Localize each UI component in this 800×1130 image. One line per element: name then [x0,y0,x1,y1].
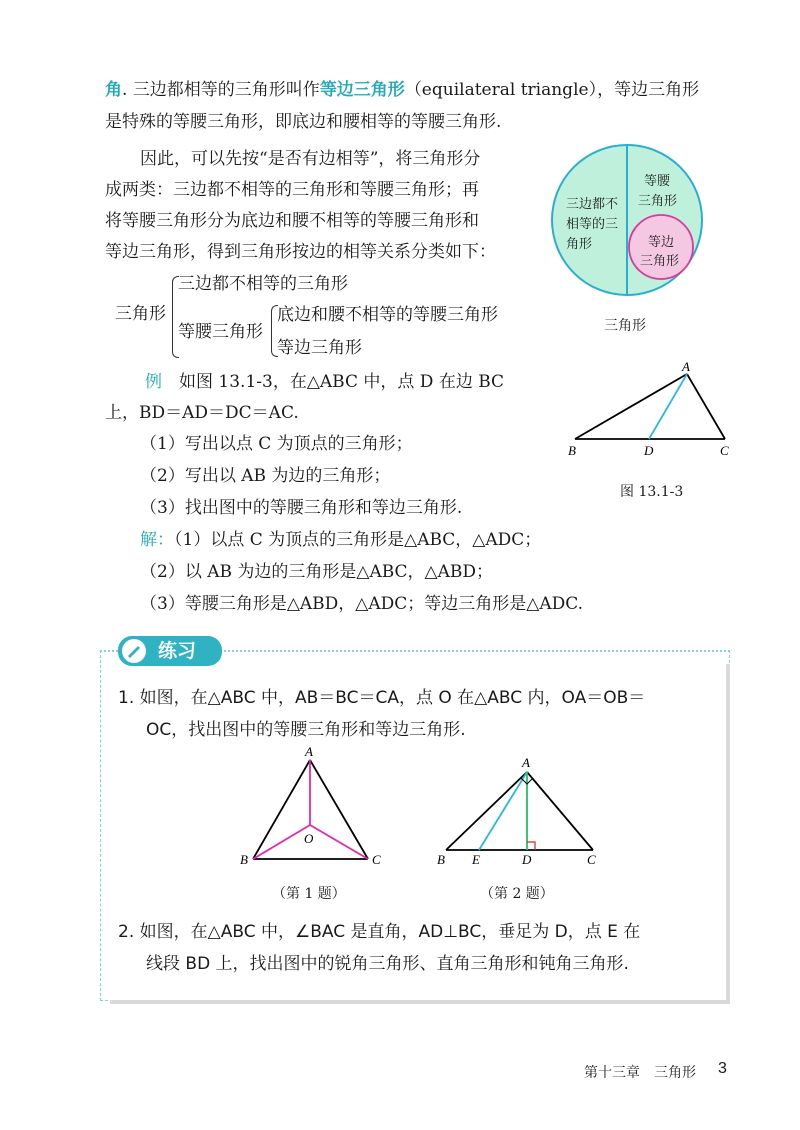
practice-figure-1 [238,742,388,872]
fig2-caption: （第 2 题） [480,886,554,902]
venn-left-3: 角形 [566,237,593,252]
para2-line-3: 将等腰三角形分为底边和腰不相等的等腰三角形和 [105,211,479,231]
fig3-label-a: A [682,360,690,374]
fig3-caption: 图 13.1-3 [620,484,684,500]
venn-iso-1: 等腰 [644,174,671,189]
example-line-1: 例 如图 13.1-3，在△ABC 中，点 D 在边 BC [145,372,505,392]
intro-line-2: 是特殊的等腰三角形，即底边和腰相等的等腰三角形. [105,112,502,132]
example-label: 例 [145,372,162,392]
example-q1: （1）写出以点 C 为顶点的三角形； [140,434,413,454]
fig2-label-d: D [522,852,532,865]
solution-label: 解： [140,530,174,550]
fig3-label-b: B [568,443,576,458]
fig2-label-e: E [472,852,480,865]
fig1-label-b: B [240,852,248,867]
example-line-2: 上，BD＝AD＝DC＝AC. [105,403,299,423]
practice-tag [118,636,222,666]
class-root: 三角形 [115,304,166,324]
class-isosceles: 等腰三角形 [178,322,263,342]
footer-chapter: 第十三章 三角形 [584,1065,696,1081]
venn-iso-2: 三角形 [638,194,678,209]
practice-q1-line-1: 1. 如图，在△ABC 中，AB＝BC＝CA，点 O 在△ABC 内，OA＝OB＝ [118,688,646,708]
para2-line-2: 成两类：三边都不相等的三角形和等腰三角形；再 [105,180,479,200]
fig1-label-c: C [372,852,381,867]
class-equilateral: 等边三角形 [277,338,362,358]
venn-left-2: 相等的三 [566,217,619,232]
practice-q2-line-2: 线段 BD 上，找出图中的锐角三角形、直角三角形和钝角三角形. [146,954,629,974]
term-equilateral: 等边三角形 [319,80,405,100]
fig1-caption: （第 1 题） [272,886,346,902]
intro-line-1: 角. 三边都相等的三角形叫作等边三角形（equilateral triangle），等边三角形 [105,80,700,100]
venn-equi-2: 三角形 [640,254,680,269]
example-q2: （2）写出以 AB 为边的三角形； [140,466,391,486]
practice-box [106,660,726,1000]
class-scalene: 三边都不相等的三角形 [178,274,348,294]
example-q3: （3）找出图中的等腰三角形和等边三角形. [140,498,463,518]
para2-line-1: 因此，可以先按“是否有边相等”，将三角形分 [140,149,481,169]
pencil-icon [122,639,146,663]
figure-13-1-3 [560,360,740,460]
venn-equi-1: 等边 [648,235,675,250]
practice-figure-2 [432,750,602,865]
fig1-label-a: A [305,744,313,759]
practice-title: 练习 [158,640,197,662]
para2-line-4: 等边三角形，得到三角形按边的相等关系分类如下： [105,242,496,262]
practice-q1-line-2: OC，找出图中的等腰三角形和等边三角形. [146,720,466,740]
fig3-label-d: D [644,443,654,458]
fig3-label-c: C [720,443,729,458]
fig1-label-o: O [304,831,314,846]
fig2-label-a: A [522,755,530,770]
fig2-label-c: C [587,852,596,865]
solution-line-2: （2）以 AB 为边的三角形是△ABC，△ABD； [140,562,494,582]
solution-line-3: （3）等腰三角形是△ABD，△ADC；等边三角形是△ADC. [140,594,584,614]
solution-line-1: 解：（1）以点 C 为顶点的三角形是△ABC，△ADC； [140,530,542,550]
class-iso-non-equi: 底边和腰不相等的等腰三角形 [277,305,498,325]
page-number: 3 [718,1060,727,1077]
practice-q2-line-1: 2. 如图，在△ABC 中，∠BAC 是直角，AD⊥BC，垂足为 D，点 E 在 [118,922,641,942]
venn-left-1: 三边都不 [566,197,619,212]
term-angle: 角 [105,80,122,100]
fig2-label-b: B [437,852,445,865]
venn-caption: 三角形 [604,318,646,334]
